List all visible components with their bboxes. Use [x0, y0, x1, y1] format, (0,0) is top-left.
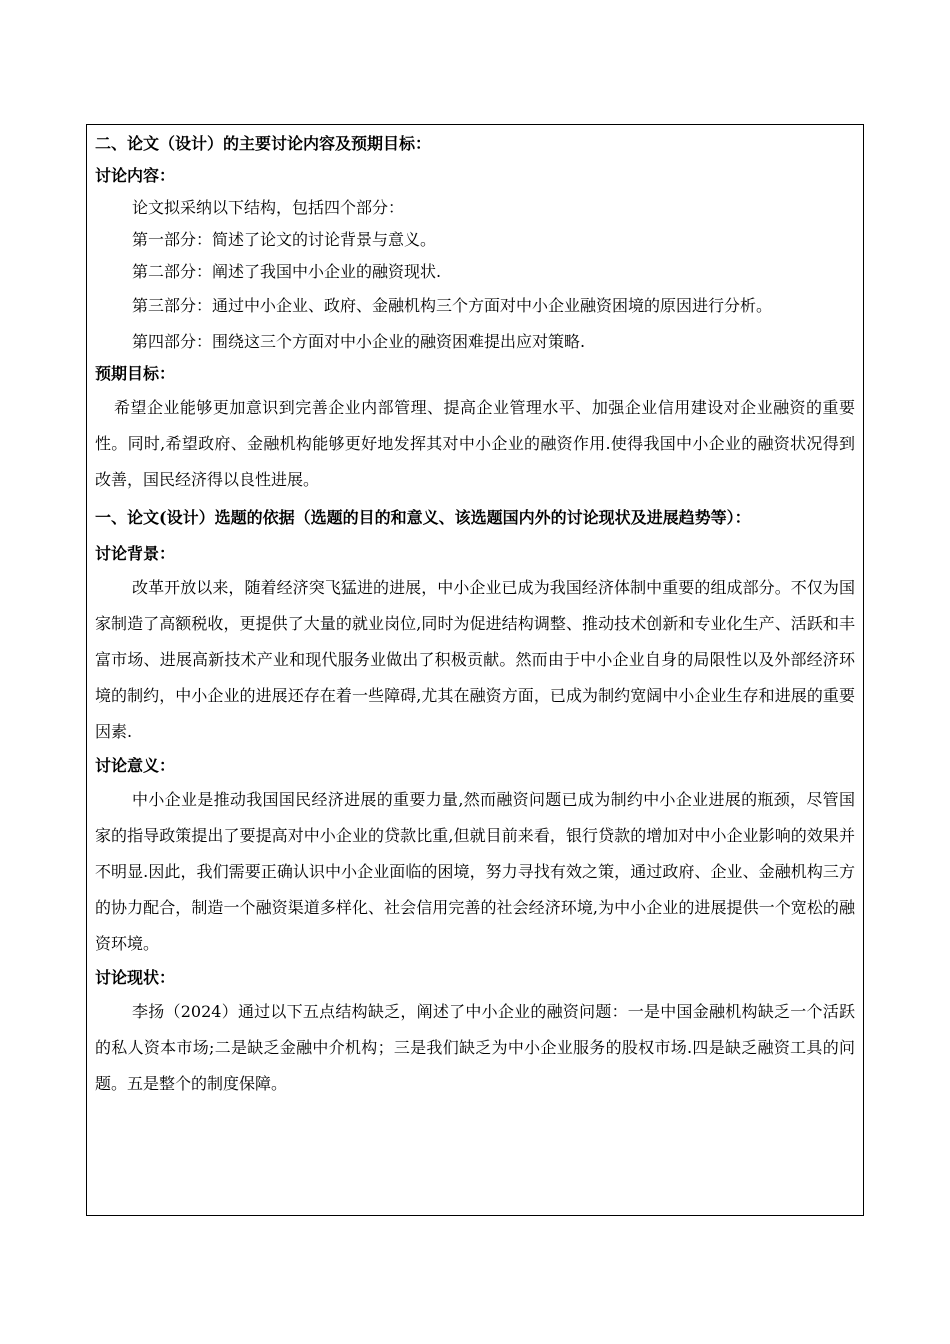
section2-title: 二、论文（设计）的主要讨论内容及预期目标： — [95, 134, 432, 153]
content-heading: 讨论内容： — [95, 166, 176, 185]
part4-text: 第四部分：围绕这三个方面对中小企业的融资困难提出应对策略. — [132, 332, 586, 351]
document-content — [95, 128, 855, 1102]
part2-text: 第二部分：阐述了我国中小企业的融资现状. — [132, 262, 442, 281]
section1-title: 一、论文(设计）选题的依据（选题的目的和意义、该选题国内外的讨论现状及进展趋势等）： — [95, 508, 751, 527]
part3-text: 第三部分：通过中小企业、政府、金融机构三个方面对中小企业融资困境的原因进行分析。 — [132, 296, 773, 315]
background-heading: 讨论背景： — [95, 544, 176, 563]
structure-intro: 论文拟采纳以下结构，包括四个部分： — [132, 198, 405, 217]
goal-text: 希望企业能够更加意识到完善企业内部管理、提高企业管理水平、加强企业信用建设对企业融资的重要性。同时,希望政府、金融机构能够更好地发挥其对中小企业的融资作用.使得我国中小企业的融资状况得到改善，国民经济得以良性进展。 — [95, 398, 855, 489]
status-heading: 讨论现状： — [95, 968, 176, 987]
goal-heading: 预期目标： — [95, 364, 176, 383]
background-text: 改革开放以来，随着经济突飞猛进的进展，中小企业已成为我国经济体制中重要的组成部分。不仅为国家制造了高额税收，更提供了大量的就业岗位,同时为促进结构调整、推动技术创新和专业化生产、活跃和丰富市场、进展高新技术产业和现代服务业做出了积极贡献。然而由于中小企业自身的局限性以及外部经济环境的制约，中小企业的进展还存在着一些障碍,尤其在融资方面，已成为制约宽阔中小企业生存和进展的重要因素. — [95, 578, 855, 741]
part1-text: 第一部分：简述了论文的讨论背景与意义。 — [132, 230, 437, 249]
significance-text: 中小企业是推动我国国民经济进展的重要力量,然而融资问题已成为制约中小企业进展的瓶颈，尽管国家的指导政策提出了要提高对中小企业的贷款比重,但就目前来看，银行贷款的增加对中小企业影响的效果并不明显.因此，我们需要正确认识中小企业面临的困境，努力寻找有效之策，通过政府、企业、金融机构三方的协力配合，制造一个融资渠道多样化、社会信用完善的社会经济环境,为中小企业的进展提供一个宽松的融资环境。 — [95, 790, 855, 953]
status-text: 李扬（2024）通过以下五点结构缺乏，阐述了中小企业的融资问题：一是中国金融机构缺乏一个活跃的私人资本市场;二是缺乏金融中介机构；三是我们缺乏为中小企业服务的股权市场.四是缺乏融资工具的问题。五是整个的制度保障。 — [95, 1002, 855, 1093]
significance-heading: 讨论意义： — [95, 756, 176, 775]
